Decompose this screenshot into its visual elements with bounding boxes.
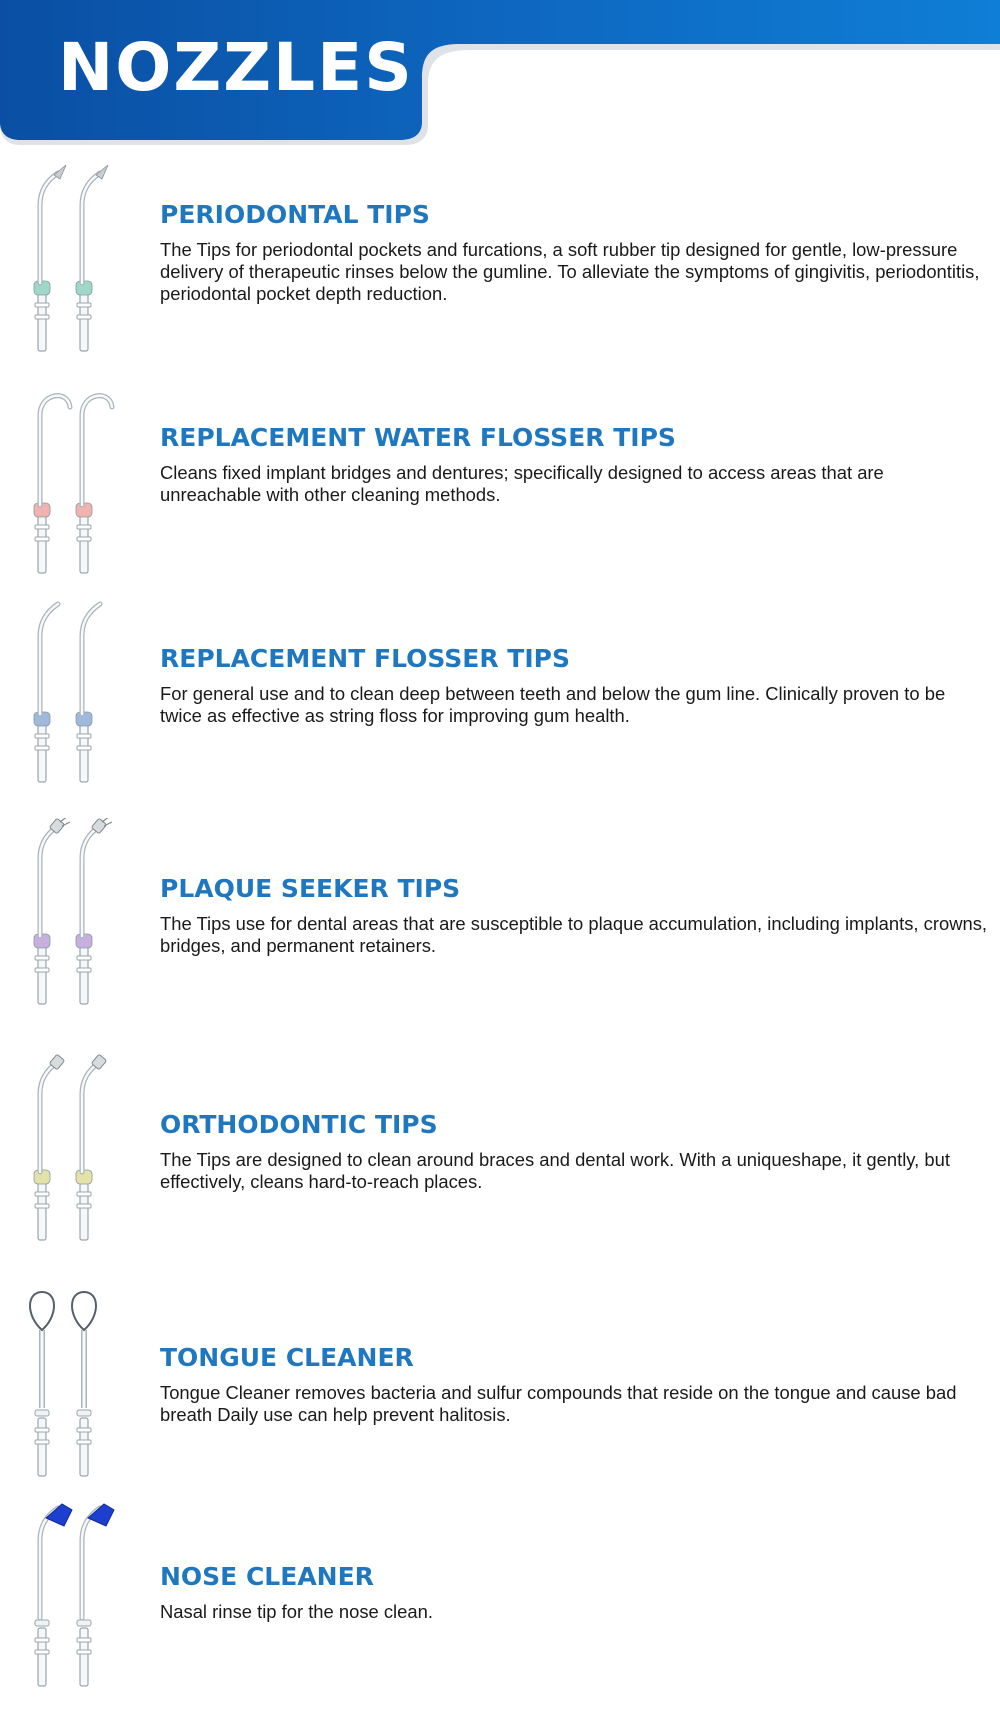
product-description: The Tips use for dental areas that are susceptible to plaque accumulation, including implants, crowns, bridges, and permanent retainers. [160, 913, 988, 956]
product-description: The Tips are designed to clean around braces and dental work. With a uniqueshape, it gently, but effectively, cleans hard-to-reach places. [160, 1149, 950, 1192]
nose-cleaner-image [20, 1500, 130, 1690]
product-description: For general use and to clean deep between teeth and below the gum line. Clinically proven to be twice as effective as string floss for improving gum health. [160, 683, 946, 726]
periodontal-tip-image [20, 165, 130, 355]
bent-tip-image [20, 596, 130, 786]
product-description: Tongue Cleaner removes bacteria and sulfur compounds that reside on the tongue and cause bad breath Daily use can help prevent halitosis. [160, 1382, 957, 1425]
page-title: NOZZLES [58, 29, 414, 106]
product-title: REPLACEMENT FLOSSER TIPS [160, 644, 570, 673]
product-description: The Tips for periodontal pockets and furcations, a soft rubber tip designed for gentle, low-pressure delivery of therapeutic rinses below the gumline. To alleviate the symptoms of gingivitis, periodontitis, periodontal pocket depth reduction. [160, 239, 980, 304]
product-title: PERIODONTAL TIPS [160, 200, 430, 229]
orthodontic-tip-image [20, 1054, 130, 1244]
product-description: Nasal rinse tip for the nose clean. [160, 1601, 433, 1622]
product-title: TONGUE CLEANER [160, 1343, 414, 1372]
product-title: REPLACEMENT WATER FLOSSER TIPS [160, 423, 676, 452]
product-title: ORTHODONTIC TIPS [160, 1110, 438, 1139]
plaque-seeker-tip-image [20, 818, 130, 1008]
product-description: Cleans fixed implant bridges and dentures; specifically designed to access areas that are unreachable with other cleaning methods. [160, 462, 884, 505]
product-title: PLAQUE SEEKER TIPS [160, 874, 461, 903]
product-title: NOSE CLEANER [160, 1562, 374, 1591]
hook-tip-image [20, 387, 130, 577]
tongue-cleaner-image [20, 1290, 130, 1480]
